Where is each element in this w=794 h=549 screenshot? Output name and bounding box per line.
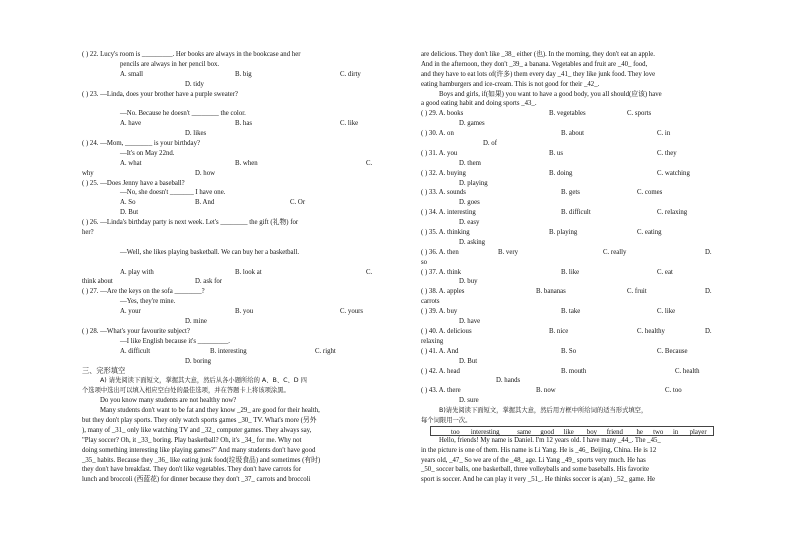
text-segment: C. sports	[627, 110, 652, 118]
text-segment: sport is soccer. And he can play it very _51_. He thinks soccer is a(an) _52_ game. He	[421, 476, 656, 484]
text-segment: think about	[82, 278, 113, 286]
text-segment: ( ) 30. A. on	[421, 130, 454, 138]
text-segment: C. eating	[637, 229, 662, 237]
word-bank-box	[430, 426, 714, 436]
text-segment: ( ) 31. A. you	[421, 149, 458, 157]
text-line	[421, 347, 721, 357]
text-line	[82, 436, 382, 446]
text-segment: B. us	[549, 149, 563, 157]
text-segment: _50_ soccer balls, one basketball, three volleyballs and some baseballs. His favorite	[421, 466, 650, 474]
text-segment: D. ask for	[195, 278, 222, 286]
text-segment: C. like	[657, 308, 676, 316]
text-line	[421, 149, 721, 159]
word-bank-word: friend	[606, 428, 623, 436]
text-segment: D. easy	[459, 219, 480, 227]
text-segment: D. games	[459, 120, 485, 128]
text-line	[82, 258, 382, 268]
text-segment: —No, she doesn't _______ I have one.	[120, 189, 226, 197]
text-line	[421, 376, 721, 386]
text-line	[421, 307, 721, 317]
text-segment: B. gets	[561, 189, 580, 197]
text-line	[421, 109, 721, 119]
text-segment: C.	[366, 159, 373, 167]
text-segment: C. too	[665, 387, 682, 395]
text-line	[421, 208, 721, 218]
text-segment: —Well, she likes playing basketball. We can buy her a basketball.	[120, 248, 300, 256]
text-line	[421, 50, 721, 60]
text-segment: —It's on May 22nd.	[120, 149, 175, 157]
text-segment: A. So	[120, 199, 136, 207]
text-segment: A. your	[120, 308, 141, 316]
text-line	[421, 456, 721, 466]
text-line	[82, 277, 382, 287]
text-line	[82, 456, 382, 466]
text-segment: C. healthy	[637, 327, 665, 335]
text-segment: B. now	[536, 387, 556, 395]
text-segment: are delicious. They don't like _38_ either (也). In the morning, they don't eat an apple.	[421, 51, 655, 58]
text-line	[421, 159, 721, 169]
text-segment: A) 请先阅读下面短文，掌握其大意，然后从各小题所给的 A、B、C、D 四	[100, 377, 307, 385]
text-segment: A. small	[120, 70, 144, 78]
text-line	[82, 416, 382, 426]
text-line	[421, 70, 721, 80]
text-line	[421, 99, 721, 109]
word-bank-word: in	[673, 428, 679, 436]
text-segment: ( ) 41. A. And	[421, 347, 459, 355]
text-segment: C. they	[657, 149, 677, 157]
text-segment: ( ) 25. —Does Jenny have a baseball?	[82, 179, 185, 187]
text-line	[421, 169, 721, 179]
text-segment: A. have	[120, 120, 142, 128]
text-line	[421, 80, 721, 90]
text-segment: B. very	[498, 248, 519, 256]
text-segment: B. interesting	[210, 347, 247, 355]
text-line	[82, 347, 382, 357]
text-segment: Hello, friends! My name is Daniel. I'm 12 years old. I have many _44_. The _45_	[439, 436, 661, 444]
text-line	[421, 465, 721, 475]
text-segment: C. comes	[637, 189, 663, 197]
text-segment: 个选项中选出可以填入相应空白处的最佳选项，并在答题卡上将该项涂黑。	[82, 387, 290, 395]
text-line	[82, 99, 382, 109]
word-bank-word: too	[451, 428, 460, 436]
text-segment: C. Because	[657, 347, 688, 355]
text-segment: lunch and broccoli (西蓝花) for dinner because they don't _37_ carrots and broccoli	[82, 476, 311, 484]
text-segment: ( ) 29. A. books	[421, 110, 464, 118]
text-line	[82, 327, 382, 337]
text-segment: D. tidy	[185, 80, 204, 88]
text-line	[421, 436, 721, 446]
text-line	[421, 337, 721, 347]
word-bank-word: good	[540, 428, 554, 436]
text-segment: ( ) 43. A. there	[421, 387, 461, 395]
word-bank-word: two	[653, 428, 664, 436]
text-segment: D. likes	[185, 130, 207, 138]
text-segment: C. eat	[657, 268, 673, 276]
text-segment: B. big	[235, 70, 252, 78]
text-line	[82, 80, 382, 90]
text-line	[82, 119, 382, 129]
text-segment: ( ) 42. A. head	[421, 367, 460, 375]
text-segment: they don't have breakfast. They don't like vegetables. They don't have carrots for	[82, 466, 301, 474]
text-segment: C.	[366, 268, 373, 276]
word-bank-word: he	[636, 428, 643, 436]
text-line	[421, 416, 721, 426]
text-line	[421, 129, 721, 139]
text-line	[421, 179, 721, 189]
text-segment: D.	[705, 288, 712, 296]
text-segment: ( ) 38. A. apples	[421, 288, 465, 296]
text-segment: D. hands	[496, 377, 521, 385]
text-segment: C. in	[657, 130, 671, 138]
text-line	[82, 357, 382, 367]
text-line	[82, 406, 382, 416]
text-segment: "Play soccer? Oh, it _33_ boring. Play basketball? Oh, it's _34_ for me. Why not	[82, 436, 302, 444]
text-line	[82, 129, 382, 139]
text-line	[82, 139, 382, 149]
text-line	[82, 238, 382, 248]
text-segment: D. how	[195, 169, 216, 177]
text-line	[82, 149, 382, 159]
text-segment: —Yes, they're mine.	[120, 298, 176, 306]
text-line	[82, 386, 382, 396]
text-line	[82, 376, 382, 386]
text-line	[82, 109, 382, 119]
text-line	[421, 268, 721, 278]
text-segment: D. playing	[459, 179, 488, 187]
text-segment: eating hamburgers and ice-cream. This is not good for their _42_.	[421, 80, 600, 88]
text-line	[82, 90, 382, 100]
text-line	[82, 297, 382, 307]
text-segment: her?	[82, 229, 94, 237]
text-segment: ( ) 33. A. sounds	[421, 189, 466, 197]
left-column	[82, 50, 382, 485]
text-segment: B. about	[561, 130, 585, 138]
text-line	[82, 268, 382, 278]
text-segment: B. mouth	[561, 367, 587, 375]
text-segment: B. vegetables	[549, 110, 586, 118]
text-line	[421, 188, 721, 198]
text-segment: D. goes	[459, 199, 480, 207]
text-segment: D.	[705, 248, 712, 256]
text-segment: B. you	[235, 308, 254, 316]
text-segment: C. dirty	[340, 70, 361, 78]
text-segment: ( ) 39. A. buy	[421, 308, 458, 316]
text-line	[421, 277, 721, 287]
text-segment: B. has	[235, 120, 252, 128]
text-segment: doing something interesting like playing games?" And many students don't have good	[82, 446, 316, 454]
text-line	[82, 475, 382, 485]
word-bank-word: same	[517, 428, 532, 436]
text-line	[82, 218, 382, 228]
text-segment: Do you know many students are not healthy now?	[100, 397, 237, 405]
text-segment: why	[82, 169, 94, 177]
word-bank-word: interesting	[470, 428, 500, 436]
text-segment: ( ) 32. A. buying	[421, 169, 466, 177]
text-segment: C. health	[675, 367, 700, 375]
right-column	[421, 50, 721, 485]
text-segment: D. have	[459, 318, 481, 326]
text-line	[82, 198, 382, 208]
text-segment: C. like	[340, 120, 359, 128]
text-line	[82, 169, 382, 179]
text-segment: B. playing	[549, 229, 578, 237]
text-line	[82, 465, 382, 475]
text-segment: C. relaxing	[657, 209, 688, 217]
text-line	[421, 396, 721, 406]
text-line	[82, 367, 382, 377]
text-segment: —I like English because it's _________.	[120, 337, 230, 345]
text-segment: D.	[705, 327, 712, 335]
text-segment: but they don't play sports. They only watch sports games _30_ TV. What's more (另外	[82, 416, 317, 424]
text-segment: —No. Because he doesn't ________ the color.	[120, 110, 246, 118]
text-segment: B. doing	[549, 169, 573, 177]
text-line	[82, 248, 382, 258]
text-line	[421, 198, 721, 208]
text-line	[82, 446, 382, 456]
word-bank-word: player	[689, 428, 707, 436]
text-segment: C. watching	[657, 169, 690, 177]
text-segment: D. But	[459, 357, 478, 365]
text-segment: carrots	[421, 298, 440, 306]
text-segment: C. right	[315, 347, 336, 355]
text-line	[82, 60, 382, 70]
text-segment: ( ) 36. A. then	[421, 248, 459, 256]
text-segment: D. sure	[459, 397, 479, 405]
text-line	[421, 317, 721, 327]
text-segment: Boys and girls, if(如果) you want to have a good body, you all should(应该) have	[439, 90, 662, 98]
text-segment: ( ) 40. A. delicious	[421, 327, 472, 335]
text-segment: B. take	[561, 308, 581, 316]
text-line	[421, 386, 721, 396]
text-segment: C. fruit	[627, 288, 647, 296]
text-line	[421, 90, 721, 100]
text-segment: B. when	[235, 159, 258, 167]
word-bank-word: like	[563, 428, 574, 436]
text-segment: and they have to eat lots of(许多) them every day _41_ they like junk food. They love	[421, 70, 656, 78]
text-line	[82, 159, 382, 169]
text-segment: D. mine	[185, 318, 207, 326]
text-line	[421, 258, 721, 268]
text-line	[82, 208, 382, 218]
text-segment: 三、完形填空	[82, 366, 126, 375]
text-segment: B. nice	[549, 327, 569, 335]
text-segment: C. yours	[340, 308, 364, 316]
text-line	[421, 119, 721, 129]
text-segment: a good eating habit and doing sports _43_.	[421, 100, 537, 108]
word-box-row	[421, 426, 721, 436]
text-line	[82, 70, 382, 80]
text-segment: A. what	[120, 159, 142, 167]
text-line	[421, 139, 721, 149]
text-segment: ( ) 28. —What's your favourite subject?	[82, 327, 190, 335]
text-line	[82, 228, 382, 238]
text-segment: And in the afternoon, they don't _39_ a banana. Vegetables and fruit are _40_ food,	[421, 60, 648, 68]
text-line	[82, 188, 382, 198]
text-segment: D. them	[459, 159, 481, 167]
text-line	[82, 307, 382, 317]
text-segment: 每个词限用一次。	[421, 416, 472, 424]
text-line	[421, 327, 721, 337]
text-segment: so	[421, 258, 428, 266]
word-bank-word: boy	[586, 428, 597, 436]
text-segment: B. look at	[235, 268, 262, 276]
text-line	[421, 357, 721, 367]
text-line	[82, 179, 382, 189]
text-line	[421, 228, 721, 238]
text-segment: D. asking	[459, 238, 486, 246]
text-segment: ( ) 23. —Linda, does your brother have a purple sweater?	[82, 90, 238, 98]
text-segment: ( ) 34. A. interesting	[421, 209, 476, 217]
text-segment: in the picture is one of them. His name is Li Yang. He is _46_ Beijing, China. He is 12	[421, 446, 657, 454]
text-segment: D. boring	[185, 357, 212, 365]
text-segment: D. But	[120, 209, 139, 217]
text-segment: D. of	[483, 140, 497, 148]
text-segment: A. difficult	[120, 347, 151, 355]
text-segment: _35_ habits. Because they _36_ like eating junk food(垃圾食品) and sometimes (有时)	[82, 456, 321, 464]
text-line	[421, 218, 721, 228]
text-line	[421, 287, 721, 297]
text-segment: D. buy	[459, 278, 478, 286]
text-line	[421, 238, 721, 248]
text-segment: ( ) 35. A. thinking	[421, 229, 470, 237]
text-segment: relaxing	[421, 337, 444, 345]
text-segment: ( ) 24. —Mom, ________ is your birthday?	[82, 140, 200, 148]
text-line	[421, 297, 721, 307]
text-segment: A. play with	[120, 268, 154, 276]
text-segment: Many students don't want to be fat and they know _29_ are good for their health,	[100, 407, 320, 415]
text-segment: ( ) 22. Lucy's room is _________. Her books are always in the bookcase and her	[82, 51, 301, 58]
text-segment: B. And	[195, 199, 215, 207]
text-segment: ( ) 37. A. think	[421, 268, 462, 276]
text-segment: ), many of _31_ only like watching TV and _32_ computer games. They always say,	[82, 426, 312, 434]
text-segment: pencils are always in her pencil box.	[120, 60, 220, 68]
text-line	[82, 337, 382, 347]
text-line	[82, 317, 382, 327]
text-segment: ( ) 27. —Are the keys on the sofa ________?	[82, 288, 205, 296]
text-segment: C. really	[603, 248, 627, 256]
text-line	[421, 475, 721, 485]
text-line	[421, 406, 721, 416]
text-line	[421, 248, 721, 258]
text-line	[421, 60, 721, 70]
text-segment: B)请先阅读下面短文，掌握其大意，然后用方框中所给词的适当形式填空，	[439, 407, 648, 415]
text-line	[82, 426, 382, 436]
text-line	[82, 287, 382, 297]
text-segment: ( ) 26. —Linda's birthday party is next week. Let's ________ the gift (礼物) for	[82, 219, 299, 227]
text-segment: B. like	[561, 268, 580, 276]
text-segment: C. Or	[290, 199, 306, 207]
text-line	[421, 367, 721, 377]
text-line	[82, 396, 382, 406]
text-segment: B. difficult	[561, 209, 591, 217]
text-line	[82, 50, 382, 60]
text-segment: B. So	[561, 347, 577, 355]
text-line	[421, 446, 721, 456]
text-segment: B. bananas	[536, 288, 566, 296]
text-segment: years old, _47_ So we are of the _48_ age. Li Yang _49_ sports very much. He has	[421, 456, 646, 464]
